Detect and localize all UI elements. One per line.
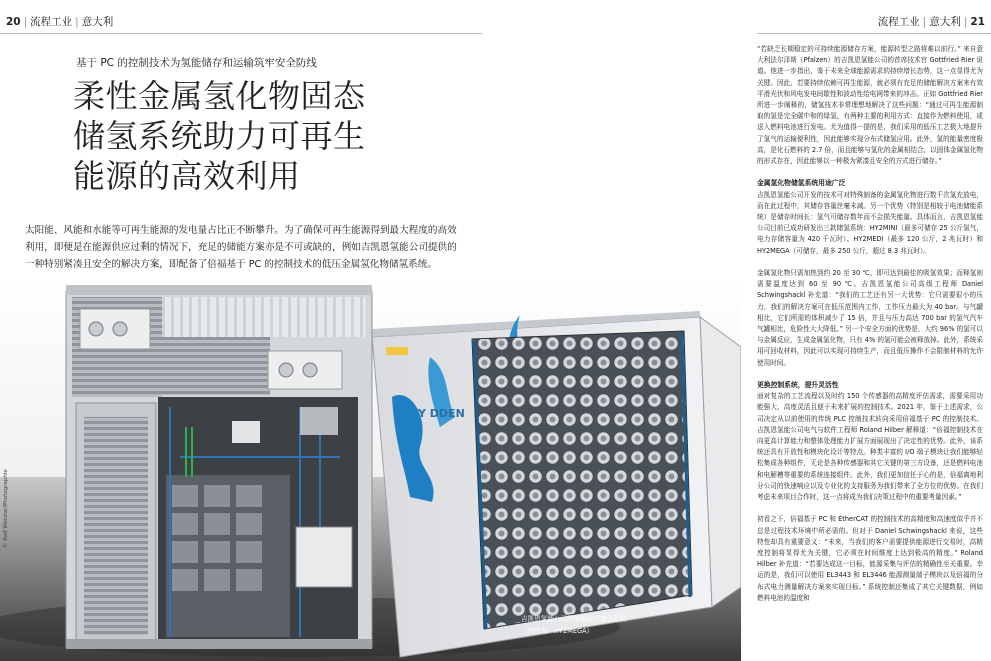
section-name-left: 流程工业 bbox=[30, 16, 73, 28]
headline-line: 柔性金属氢化物固态 bbox=[73, 77, 366, 115]
body-paragraph: 面对复杂的工艺流程以及时约 150 个传感器的高精度评估需求，需要采用功能强大、高度灵活且便于未来扩展的控制技术。2021 年，鉴于上述需求，公司决定从以前使用的传统 PLC 控制技术转向采用倍福基于 PC 的控制技术。吉凯恩氢能公司电气与软件工程师 Roland Hilber 解释道：“倍福控制技术在向更高计算能力和整体处理能力扩展方面展现出了决定性的优势。此外，该系统还具有开放性和模块化设计等特点。种类丰富的 I/O 端子模块让我们能够轻松集成各种组件，无论是各种传感器和其它关键的第三方设备，还是燃料电池和电解槽等重要的系统连接组件。此外，我们更加信任于心的是，倍福离地利分公司的快速响应以及专业化的支持服务为我们带来了全方位的优势。在我们考虑未来项目合作时，这一点将成为我们决策过程中的重要考量因素。” bbox=[757, 392, 983, 502]
page-number-left: 20 bbox=[6, 16, 21, 28]
page-number-right: 21 bbox=[970, 16, 985, 28]
headline-line: 储氢系统助力可再生 bbox=[73, 117, 366, 155]
section-heading: 更换控制系统，提升灵活性 bbox=[757, 381, 839, 390]
country-name-right: 意大利 bbox=[929, 16, 961, 28]
header-separator: | bbox=[23, 16, 28, 28]
headline-line: 能源的高效利用 bbox=[73, 157, 301, 195]
article-lead bbox=[25, 222, 457, 273]
lead-line: 利用，即便是在能源供应过剩的情况下，充足的储能方案亦是不可或缺的，例如吉凯恩氢能公司提供的 bbox=[25, 242, 457, 253]
section-heading: 金属氢化物储氢系统用途广泛 bbox=[757, 179, 846, 188]
lead-line: 太阳能、风能和水能等可再生能源的发电量占比正不断攀升。为了确保可再生能源得到最大程度的高效 bbox=[25, 225, 457, 236]
country-name-left: 意大利 bbox=[81, 16, 114, 28]
header-separator: | bbox=[963, 16, 968, 28]
hydrogen-storage-container-photo bbox=[0, 277, 741, 661]
container-logo: Y DDEN bbox=[418, 407, 465, 420]
photo-credit: © Ralf Wetzlar/Photographie bbox=[3, 469, 9, 548]
caption-line: （图中为：HY2MEGA） bbox=[521, 627, 594, 635]
header-rule-right bbox=[757, 33, 991, 34]
lead-line: 一种特别紧凑且安全的解决方案，即配备了倍福基于 PC 的控制技术的低压金属氢化物储氢系统。 bbox=[25, 259, 437, 270]
header-separator: | bbox=[922, 16, 927, 28]
article-body-column bbox=[757, 44, 983, 615]
body-paragraph: 吉凯恩氢能公司开发的技术可对特殊制备的金属氢化物进行数千次氢充放电，而在此过程中，其储存容量丝毫未减。另一个优势（特别是相较于电池储能系统）是储存时间长：氢气可储存数年而不会损失能量。具体而言，吉凯恩氢能公司目前已成功研发出三款储氢系统：HY2MINI（最多可储存 25 公斤氢气，电力存储容量为 420 千瓦时）、HY2MEDI（最多 120 公斤，2 兆瓦时）和 HY2MEGA（可储存，最多 250 公斤，超过 8.3 兆瓦时）。 bbox=[757, 190, 983, 255]
body-paragraph: 初看之下，倍福基于 PC 和 EtherCAT 的控制技术的高精度和高速度似乎并不总是过程技术环境中所必需的。但对于 Daniel Schwingshackl 来说，这些特性却具有重要意义：“未来，当我们的客户需要提供能源进行交易时，高精度控制将显得尤为关键，它必须在时间维度上达到极高的精度。” Roland Hilber 补充道：“若要达成这一目标，能源采集与评估的精确性至关重要。幸运的是，我们可以使用 EL3443 和 EL3446 能源测量端子模块以及倍福的分布式电力测量解决方案来实现目标。” 系统控制还集成了其它关键数据，例如燃料电池的温度和 bbox=[757, 515, 983, 602]
body-paragraph: “若缺乏长期稳定的可持续能源储存方案，能源转型之路将难以前行。” 来自意大利法尔泽斯（Pfalzen）的吉凯恩氢能公司的首席技术官 Gottfried Rier 说道。他进一步指出，鉴于未来全球能源需求的持续增长态势，这一点显得尤为关键。因此，若要持续依赖可再生能源，就必须有充足的储能解决方案来有效平滑光伏和风电发电间歇性和波动性给电网带来的冲击。正如 Gottfried Rier 所进一步阐释的，储氢技术非常理想地解决了这些问题：“通过可再生能源制取的氢是完全碳中和的绿氢，有两种主要的利用方式：直接作为燃料使用，或送入燃料电池进行发电。尤为值得一提的是，我们采用的低压工艺极大地提升了氢气的运输便利性，因此能够实现分布式储氢应用。此外，氢的能量密度极高，是化石燃料的 2.7 倍，而且能够与氢化的金属相结合，以固体金属氢化物的形式存在，因此能够以一种极为紧凑且安全的方式进行储存。” bbox=[757, 45, 983, 166]
header-separator: | bbox=[75, 16, 79, 28]
photo-caption bbox=[521, 613, 627, 637]
body-paragraph: 金属氢化物只需加热到约 20 至 30 ℃，即可达到最佳的吸氢效果；而释氢则需要温度达到 60 至 90 ℃。吉凯恩氢能公司高级工程师 Daniel Schwingshackl 补充道：“我们的工艺还有另一大优势：它只需要很小的压力，我们的解决方案可在低压范围内工作，工作压力最大为 40 bar。与气罐相比，它们所需的体积减少了 15 倍，并且与压力高达 700 bar 的氢气汽车气罐相比，危险性大大降低。” 另一个安全方面的优势是，大约 96% 的氢可以与金属反应，生成金属氢化物，只有 4% 的氢可能会被释放掉。此外，系统采用可回收材料，因此可以实现可持续生产，而且低压操作不会限制材料的允许使用时间。 bbox=[757, 269, 983, 367]
page-header-left bbox=[6, 14, 113, 29]
page-header-right bbox=[878, 14, 985, 29]
article-kicker: 基于 PC 的控制技术为氢能储存和运输筑牢安全防线 bbox=[76, 57, 317, 69]
article-headline bbox=[73, 76, 493, 196]
caption-line: 吉凯恩氢能公司的集装箱式储氢系统 bbox=[521, 615, 627, 623]
section-name-right: 流程工业 bbox=[877, 16, 920, 28]
header-rule-left bbox=[0, 33, 482, 34]
